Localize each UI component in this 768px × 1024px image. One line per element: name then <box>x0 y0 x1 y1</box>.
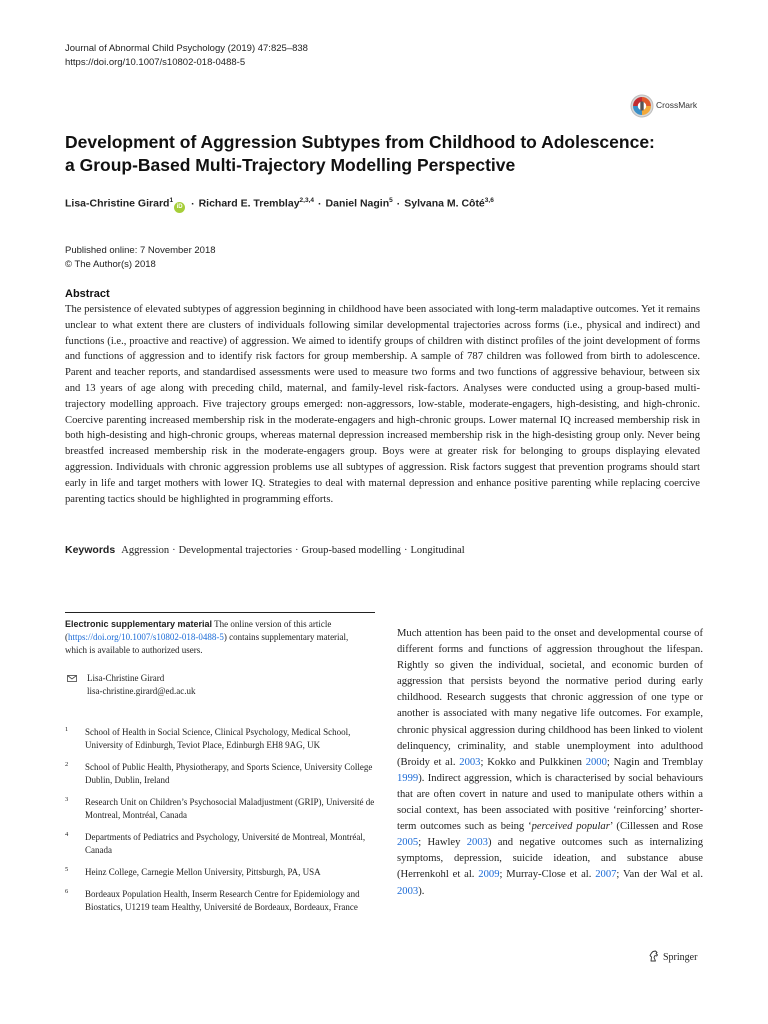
orcid-icon[interactable]: iD <box>174 202 185 213</box>
affiliation-text: Bordeaux Population Health, Inserm Research Centre for Epidemiology and Biostatics, U1219 team Healthy, Université de Bordeaux, Bordeaux, France <box>85 889 360 912</box>
author-affiliation-sup: 3,6 <box>484 197 494 204</box>
author-affiliation-sup: 5 <box>389 197 393 204</box>
keyword-separator: · <box>295 545 299 556</box>
affiliation-text: Departments of Pediatrics and Psychology, Université de Montreal, Montréal, Canada <box>85 832 366 855</box>
article-title <box>65 131 705 177</box>
body-text-segment: Much attention has been paid to the onset and developmental course of different forms and functions of aggression throughout the lifespan. Rightly so given the individual, societal, and economic burden of aggression that persists beyond the normative period during early childhood. Research suggests that chronic aggression of one type or another is associated with many negative life outcomes. For example, chronic physical aggression during childhood has been linked to violent delinquency, criminality, and stable unemployment into adulthood (Broidy et al. <box>397 628 703 768</box>
affiliation-text: Heinz College, Carnegie Mellon University, Pittsburgh, PA, USA <box>85 867 321 877</box>
abstract-heading: Abstract <box>65 288 110 300</box>
esm-label: Electronic supplementary material <box>65 619 213 629</box>
affiliation-number: 2 <box>65 761 69 768</box>
author-list <box>65 197 725 213</box>
publisher-name: Springer <box>663 952 698 963</box>
body-paragraph <box>397 626 703 900</box>
affiliation-text: Research Unit on Children’s Psychosocial Maladjustment (GRIP), Université de Montreal, Montréal, Canada <box>85 797 375 820</box>
keyword-separator: · <box>403 545 408 556</box>
author-affiliation-sup: 2,3,4 <box>299 197 315 204</box>
body-text-segment: ). Indirect aggression, which is characterised by social behaviours that are often covert in nature and used to manipulate others within a social context, has been associated with positive ‘reinforcing’ shorter-term outcomes such as being ‘ <box>397 772 703 833</box>
supplementary-material-note <box>65 618 365 657</box>
affiliation-text: School of Public Health, Physiotherapy, and Sports Science, University College Dublin, Dublin, Ireland <box>85 762 373 785</box>
crossmark-icon <box>630 94 654 118</box>
keywords-label: Keywords <box>65 544 116 556</box>
citation-link[interactable]: 2005 <box>397 837 419 849</box>
doi-link[interactable]: https://doi.org/10.1007/s10802-018-0488-5 <box>65 57 246 68</box>
journal-header <box>65 42 308 70</box>
citation-link[interactable]: 2003 <box>397 885 419 897</box>
author-separator: · <box>318 197 322 210</box>
body-text-segment: ; Kokko and Pulkkinen <box>480 756 586 768</box>
body-text-segment: ; Nagin and Tremblay <box>606 756 703 768</box>
esm-text-after: ) contains supplementary material, which is available to authorized users. <box>65 632 349 655</box>
body-text-segment: ’ (Cillessen and Rose <box>609 821 703 833</box>
author-name[interactable]: Sylvana M. Côté <box>404 197 485 210</box>
affiliation-number: 1 <box>65 726 69 733</box>
abstract-text: The persistence of elevated subtypes of aggression beginning in childhood have been associated with long-term maladaptive outcomes. Yet it remains unclear to what extent there are clusters of individuals following similar developmental trajectories across forms (i.e., physical and indirect) and functions (i.e., proactive and reactive) of aggression. We aimed to identify groups of children with distinct profiles of the joint development of forms and functions of aggression and to identify risk factors for group membership. A sample of 787 children was followed from birth to adolescence. Parent and teacher reports, and standardised assessments were used to measure two forms and two functions of aggressive behaviour, between six and 13 years of age along with preceding child, maternal, and family-level risk-factors. Analyses were conducted using a group-based multi-trajectory modelling approach. Five trajectory groups emerged: non-aggressors, low-stable, moderate-engagers, high-desisting, and high-chronic. Coercive parenting increased membership risk in the moderate-engagers and high-chronic groups. Lower maternal IQ increased membership risk in both high-desisting and high-chronic groups, whereas maternal depression increased membership risk in the high-desisting group only. Never being breastfed increased membership risk in the moderate-engagers group. Boys were at greater risk for belonging to groups displaying elevated aggression. Individuals with chronic aggression problems use all subtypes of aggression. Risk factors suggest that prevention programs should start early in life and target mothers with lower IQ. Strategies to deal with maternal depression and enhance positive parenting while replacing coercive parenting tactics should be highlighted in programming efforts. <box>65 304 700 505</box>
citation-link[interactable]: 2009 <box>478 869 500 881</box>
crossmark-badge[interactable] <box>630 92 708 120</box>
author-name[interactable]: Lisa-Christine Girard <box>65 197 170 210</box>
keyword-separator: · <box>172 545 176 556</box>
author-separator: · <box>396 197 401 210</box>
citation-link[interactable]: 2007 <box>595 869 617 881</box>
affiliation-text: School of Health in Social Science, Clinical Psychology, Medical School, University of Edinburgh, Teviot Place, Edinburgh EH8 9AG, UK <box>85 727 351 750</box>
affiliation-item <box>65 761 375 787</box>
crossmark-label: CrossMark <box>656 100 698 110</box>
citation-link[interactable]: 2003 <box>466 837 488 849</box>
esm-doi-link[interactable]: https://doi.org/10.1007/s10802-018-0488-5 <box>68 632 224 642</box>
keyword: Longitudinal <box>410 545 465 556</box>
citation-link[interactable]: 2000 <box>585 756 607 768</box>
envelope-icon <box>67 675 77 682</box>
affiliation-number: 6 <box>65 888 69 895</box>
affiliation-item <box>65 831 375 857</box>
footnote-divider <box>65 612 375 613</box>
affiliation-item <box>65 726 375 752</box>
publication-info <box>65 244 216 272</box>
body-text-segment: ; Van der Wal et al. <box>616 869 704 881</box>
body-italic-text: perceived popular <box>531 821 610 833</box>
esm-text-before: The online version of this article ( <box>65 619 332 642</box>
affiliation-number: 3 <box>65 796 69 803</box>
keyword: Developmental trajectories <box>178 545 292 556</box>
body-text-segment: ). <box>418 885 425 897</box>
keyword: Aggression <box>121 545 170 556</box>
published-date: Published online: 7 November 2018 <box>65 245 216 256</box>
affiliation-number: 5 <box>65 866 69 873</box>
publisher-logo <box>648 950 697 963</box>
affiliation-item <box>65 888 375 914</box>
title-line-1: Development of Aggression Subtypes from Childhood to Adolescence: <box>65 132 655 152</box>
affiliations <box>65 726 375 923</box>
keyword: Group-based modelling <box>301 545 401 556</box>
affiliation-item <box>65 866 375 879</box>
body-text-segment: ) and negative outcomes such as internalizing symptoms, depression, suicide ideation, and substance abuse (Herrenkohl et al. <box>397 837 704 881</box>
springer-horse-icon <box>648 950 660 962</box>
title-line-2: a Group-Based Multi-Trajectory Modelling Perspective <box>65 155 516 175</box>
correspondence-email[interactable]: lisa-christine.girard@ed.ac.uk <box>87 686 196 696</box>
citation-link[interactable]: 1999 <box>397 772 419 784</box>
correspondence <box>65 672 196 698</box>
keywords <box>65 544 705 556</box>
author-name[interactable]: Richard E. Tremblay <box>198 197 300 210</box>
affiliation-number: 4 <box>65 831 69 838</box>
affiliation-item <box>65 796 375 822</box>
journal-citation: Journal of Abnormal Child Psychology (2019) 47:825–838 <box>65 43 308 54</box>
author-name[interactable]: Daniel Nagin <box>325 197 390 210</box>
correspondence-name: Lisa-Christine Girard <box>87 673 165 683</box>
author-separator: · <box>191 197 195 210</box>
author-affiliation-sup: 1 <box>169 197 174 204</box>
citation-link[interactable]: 2003 <box>459 756 481 768</box>
body-text-segment: ; Hawley <box>418 837 467 849</box>
body-text-segment: ; Murray-Close et al. <box>499 869 596 881</box>
copyright-notice: © The Author(s) 2018 <box>65 259 156 270</box>
